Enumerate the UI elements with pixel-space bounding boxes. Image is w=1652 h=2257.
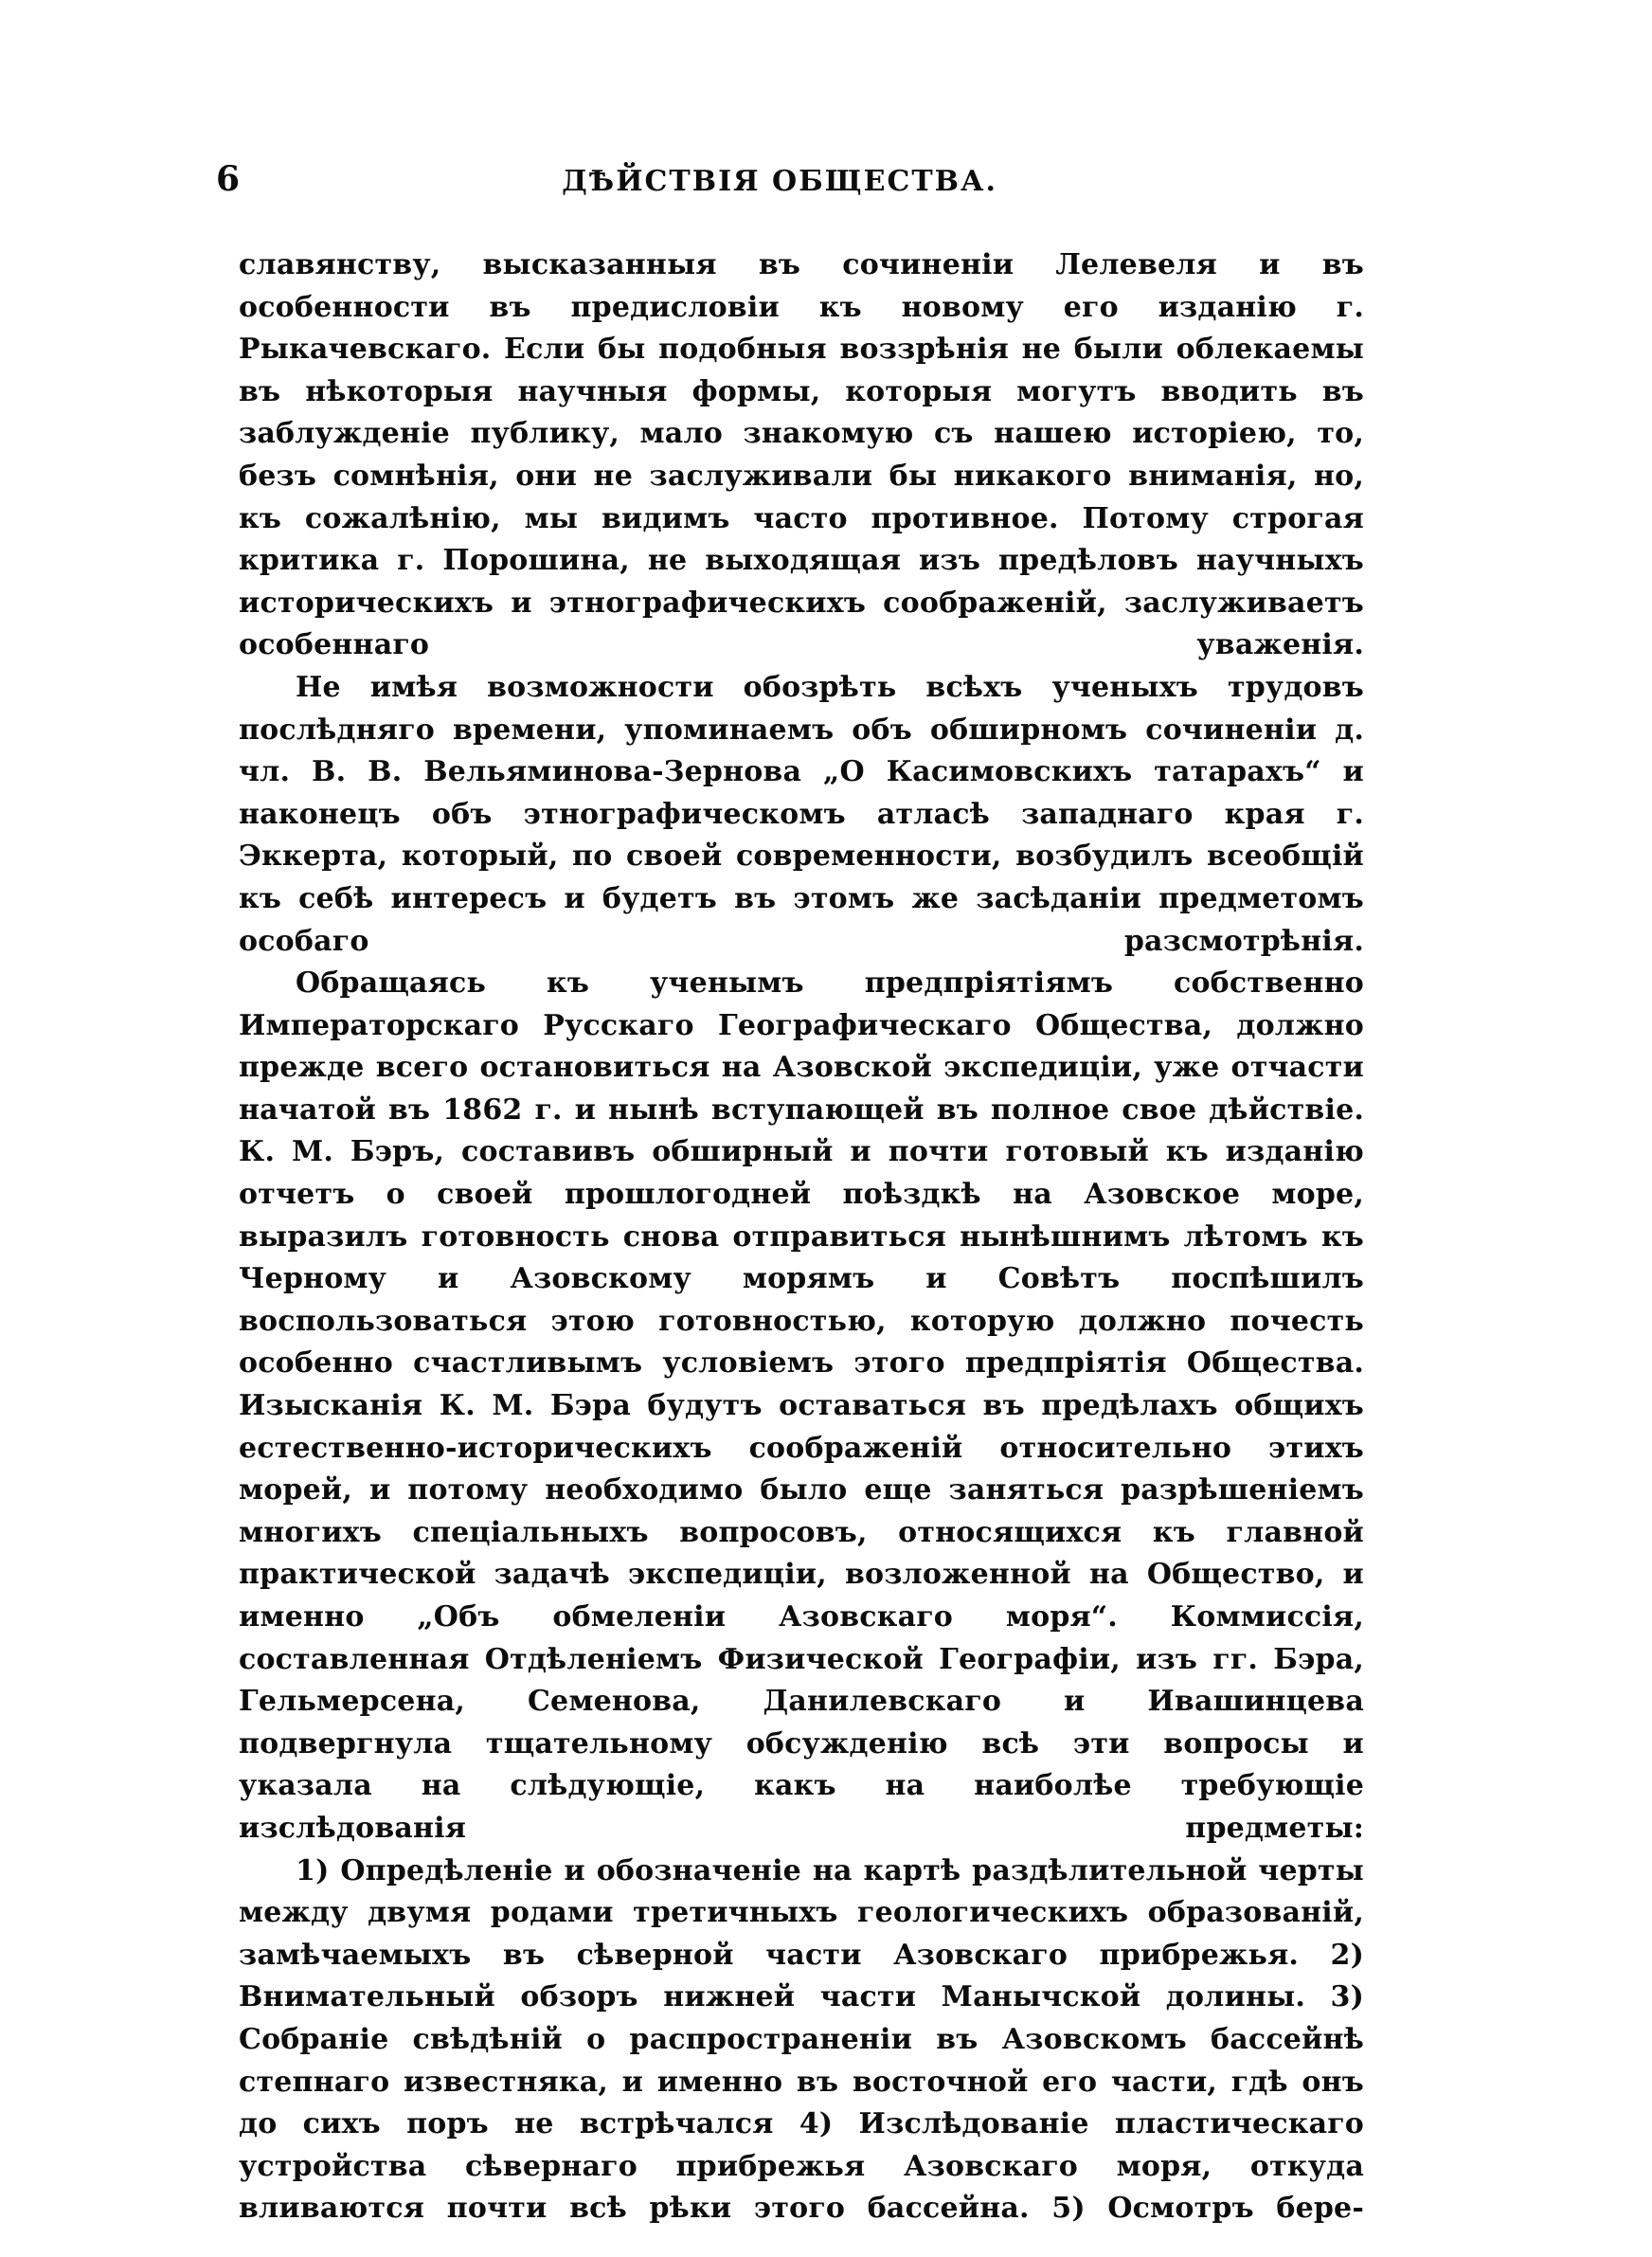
paragraph-4: 1) Опредѣленіе и обозначеніе на картѣ раздѣлительной черты между двумя родами третичныхъ геологическихъ образованій, замѣчаемыхъ въ сѣверной части Азовскаго прибрежья. 2) Внимательный обзоръ нижней части Манычской долины. 3) Собраніе свѣдѣній о распространеніи въ Азовскомъ бассейнѣ степнаго известняка, и именно въ восточной его части, гдѣ онъ до сихъ поръ не встрѣчался 4) Изслѣдованіе пластическаго устройства сѣвернаго прибрежья Азовскаго моря, откуда вливаются почти всѣ рѣки этого бассейна. 5) Осмотръ бере- bbox=[239, 1853, 1364, 2226]
paragraph-2: Не имѣя возможности обозрѣть всѣхъ ученыхъ трудовъ послѣдняго времени, упоминаемъ объ обширномъ сочиненіи д. чл. В. В. Вельяминова-Зернова „О Касимовскихъ татарахъ“ и наконецъ объ этнографическомъ атласѣ западнаго края г. Эккерта, который, по своей современности, возбудилъ всеобщій къ себѣ интересъ и будетъ въ этомъ же засѣданіи предметомъ особаго разсмотрѣнія. bbox=[239, 670, 1364, 958]
paragraph-1: славянству, высказанныя въ сочиненіи Лелевеля и въ особенности въ предисловіи къ новому его изданію г. Рыкачевскаго. Если бы подобныя воззрѣнія не были облекаемы въ нѣкоторыя научныя формы, которыя могутъ вводить въ заблужденіе публику, мало знакомую съ нашею исторіею, то, безъ сомнѣнія, они не заслуживали бы никакого вниманія, но, къ сожалѣнію, мы видимъ часто противное. Потому строгая критика г. Порошина, не выходящая изъ предѣловъ научныхъ историческихъ и этнографическихъ соображеній, заслуживаетъ особеннаго уваженія. bbox=[239, 248, 1364, 662]
page-number: 6 bbox=[216, 159, 241, 199]
body-text bbox=[239, 244, 1364, 2230]
paragraph-3: Обращаясь къ ученымъ предпріятіямъ собственно Императорскаго Русскаго Географическаго Общества, должно прежде всего остановиться на Азовской экспедиціи, уже отчасти начатой въ 1862 г. и нынѣ вступающей въ полное свое дѣйствіе. К. М. Бэръ, составивъ обширный и почти готовый къ изданію отчетъ о своей прошлогодней поѣздкѣ на Азовское море, выразилъ готовность снова отправиться нынѣшнимъ лѣтомъ къ Черному и Азовскому морямъ и Совѣтъ поспѣшилъ воспользоваться этою готовностью, которую должно почесть особенно счастливымъ условіемъ этого предпріятія Общества. Изысканія К. М. Бэра будутъ оставаться въ предѣлахъ общихъ естественно-историческихъ соображеній относительно этихъ морей, и потому необходимо было еще заняться разрѣшеніемъ многихъ спеціальныхъ вопросовъ, относящихся къ главной практической задачѣ экспедиціи, возложенной на Общество, и именно „Объ обмеленіи Азовскаго моря“. Коммиссія, составленная Отдѣленіемъ Физической Географіи, изъ гг. Бэра, Гельмерсена, Семенова, Данилевскаго и Ивашинцева подвергнула тщательному обсужденію всѣ эти вопросы и указала на слѣдующіе, какъ на наиболѣе требующіе изслѣдованія предметы: bbox=[239, 966, 1364, 1845]
page-header bbox=[216, 159, 1343, 212]
running-title: ДѢЙСТВІЯ ОБЩЕСТВА. bbox=[562, 165, 997, 198]
